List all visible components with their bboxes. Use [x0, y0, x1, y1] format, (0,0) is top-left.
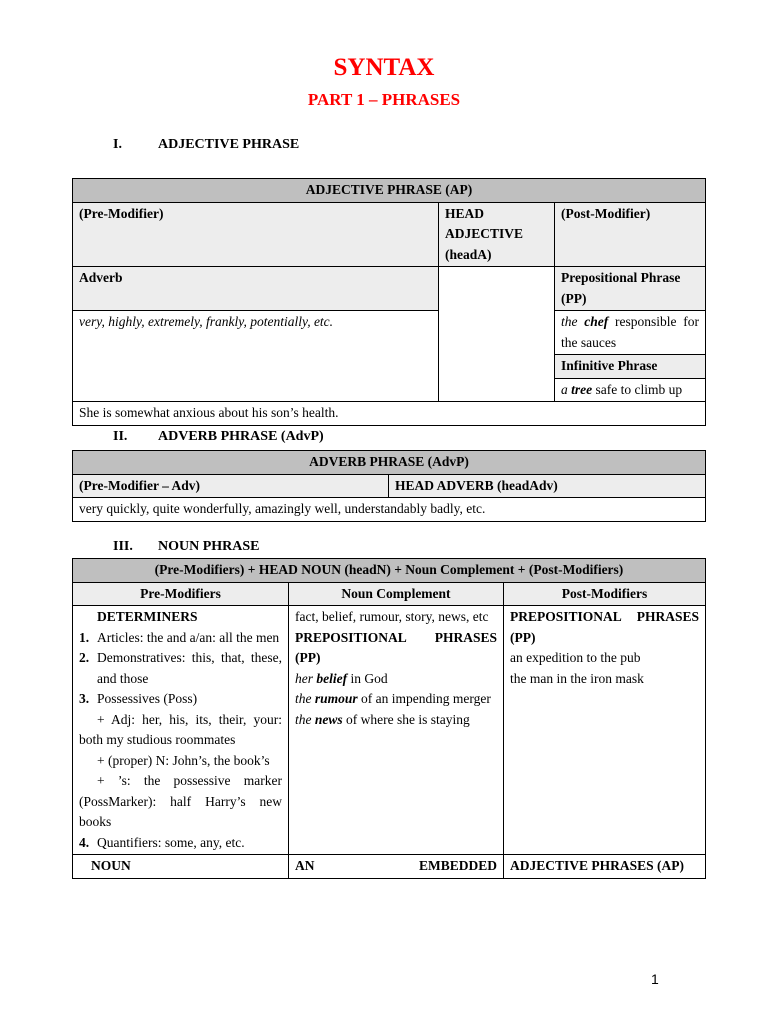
- adverb-examples: very quickly, quite wonderfully, amazingly well, understandably badly, etc.: [73, 498, 706, 522]
- section-number: I.: [113, 137, 122, 152]
- pp-example-noun: chef: [584, 314, 609, 329]
- complement-example: the news of where she is staying: [295, 711, 470, 727]
- section-number: II.: [113, 429, 128, 444]
- page-title: SYNTAX: [333, 54, 435, 81]
- pre-modifier-header: (Pre-Modifier): [73, 202, 439, 267]
- post-modifier-header: (Post-Modifier): [555, 202, 706, 267]
- section-title: ADJECTIVE PHRASE: [158, 137, 300, 152]
- list-item: 3. Possessives (Poss): [79, 691, 198, 706]
- table-header: ADVERB PHRASE (AdvP): [73, 451, 706, 475]
- page-subtitle: PART 1 – PHRASES: [307, 90, 461, 109]
- determiners-heading: DETERMINERS: [97, 609, 198, 624]
- table-header: (Pre-Modifiers) + HEAD NOUN (headN) + Noun Complement + (Post-Modifiers): [73, 559, 706, 583]
- pre-modifier-header: (Pre-Modifier – Adv): [73, 474, 389, 498]
- head-adjective-cell: [439, 267, 555, 402]
- list-item: 2. Demonstratives: this, that, these, and those: [79, 650, 282, 686]
- pp-label: Prepositional Phrase (PP): [555, 267, 706, 311]
- noun-complement-header: Noun Complement: [289, 582, 504, 606]
- embedded-label: AN EMBEDDED: [289, 855, 504, 879]
- adverb-phrase-table: [72, 450, 706, 522]
- infinitive-label: Infinitive Phrase: [555, 355, 706, 379]
- possessive-marker: + ’s: the possessive marker (PossMarker): half Harry’s new books: [79, 773, 282, 829]
- head-adverb-header: HEAD ADVERB (headAdv): [389, 474, 706, 498]
- inf-example-rest: safe to climb up: [595, 381, 683, 397]
- section-title: NOUN PHRASE: [158, 539, 260, 554]
- pp-example-det: the: [561, 314, 578, 329]
- complement-list: fact, belief, rumour, story, news, etc: [295, 609, 489, 624]
- possessive-adjective: + Adj: her, his, its, their, your: both my studious roommates: [79, 711, 282, 747]
- pp-label: PREPOSITIONAL PHRASES (PP): [295, 629, 497, 665]
- list-item: 4. Quantifiers: some, any, etc.: [79, 834, 245, 850]
- post-example: the man in the iron mask: [510, 670, 644, 686]
- page-number: 1: [651, 971, 659, 987]
- table-header: ADJECTIVE PHRASE (AP): [73, 179, 706, 203]
- adverb-label: Adverb: [73, 267, 439, 311]
- infinitive-example: [555, 378, 706, 402]
- noun-phrase-table: [72, 558, 706, 879]
- possessive-noun: + (proper) N: John’s, the book’s: [97, 752, 270, 768]
- pp-example-rest: responsible for the sauces: [561, 314, 700, 350]
- noun-complement-cell: [289, 606, 504, 855]
- example-sentence: She is somewhat anxious about his son’s health.: [73, 402, 706, 426]
- pp-label: PREPOSITIONAL PHRASES (PP): [510, 609, 699, 645]
- complement-example: her belief in God: [295, 670, 388, 686]
- pre-modifiers-cell: [73, 606, 289, 855]
- section-title: ADVERB PHRASE (AdvP): [158, 429, 324, 444]
- post-modifiers-cell: [504, 606, 706, 855]
- post-modifiers-header: Post-Modifiers: [504, 582, 706, 606]
- pre-modifiers-header: Pre-Modifiers: [73, 582, 289, 606]
- noun-label: NOUN: [73, 855, 289, 879]
- ap-label: ADJECTIVE PHRASES (AP): [504, 855, 706, 879]
- list-item: 1. Articles: the and a/an: all the men: [79, 629, 280, 645]
- head-adjective-header: HEAD ADJECTIVE (headA): [439, 202, 555, 267]
- adverb-examples: very, highly, extremely, frankly, potentially, etc.: [73, 311, 439, 402]
- complement-example: the rumour of an impending merger: [295, 691, 491, 706]
- post-example: an expedition to the pub: [510, 650, 641, 665]
- pp-example: [555, 311, 706, 355]
- adjective-phrase-table: [72, 178, 706, 426]
- section-number: III.: [113, 539, 133, 554]
- inf-example-det: a: [561, 381, 568, 397]
- inf-example-noun: tree: [571, 381, 593, 397]
